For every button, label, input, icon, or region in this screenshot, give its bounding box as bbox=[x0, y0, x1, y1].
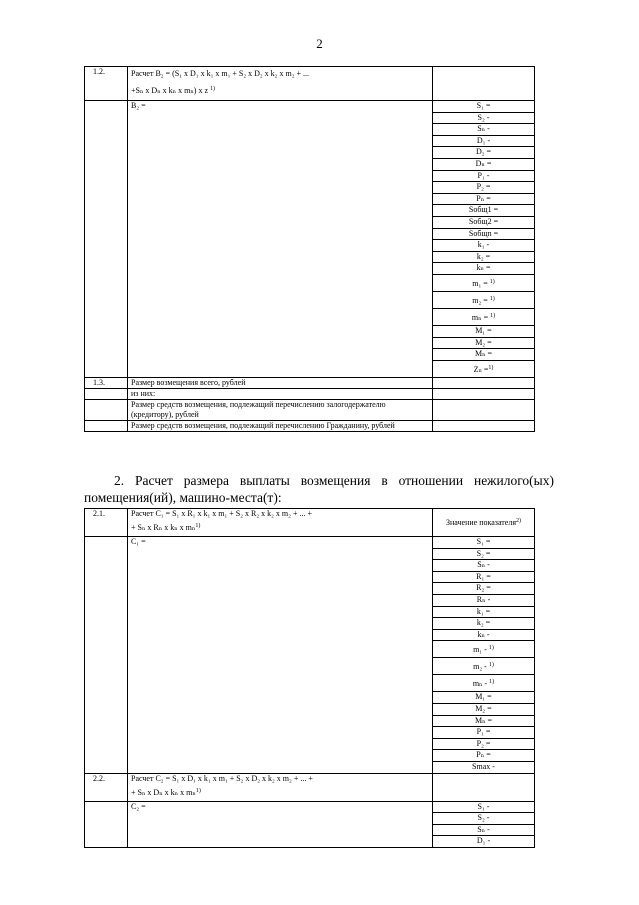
value-item: m₂ = $^{1)}$ bbox=[433, 291, 534, 308]
section-2-heading bbox=[84, 472, 554, 506]
formula-b2-line1: Расчет В₂ = (S₁ х D₁ х k₁ х m₁ + S₂ х D₂ х k₂ х m₂ + ... bbox=[131, 69, 309, 78]
row-number-2-2: 2.2. bbox=[85, 773, 128, 801]
value-item: Smax - bbox=[433, 761, 534, 773]
value-item: Mₙ = bbox=[433, 348, 534, 360]
of-which-label: из них: bbox=[128, 388, 433, 399]
value-item: S₁ = bbox=[476, 101, 491, 110]
formula-c1-line2: + Sₙ х Rₙ х kₙ х mₙ bbox=[131, 523, 196, 532]
value-item: P₁ = bbox=[433, 726, 534, 738]
row-number-1-2: 1.2. bbox=[85, 67, 128, 101]
value-item: Sₙ - bbox=[433, 559, 534, 571]
value-item: Sобщ2 = bbox=[433, 216, 534, 228]
result-b2: В₂ = bbox=[128, 101, 433, 378]
value-item: Sобщn = bbox=[433, 228, 534, 240]
value-item: k₂ = bbox=[433, 617, 534, 629]
value-item: P₂ = bbox=[433, 181, 534, 193]
formula-b2-line2: +Sₙ х Dₙ х kₙ х mₙ) х z bbox=[131, 86, 209, 95]
value-item: S₁ = bbox=[476, 537, 491, 546]
value-item: D₁ - bbox=[433, 835, 534, 847]
row-number-2-1: 2.1. bbox=[85, 509, 128, 537]
value-item: Dₙ = bbox=[433, 158, 534, 170]
value-item: S₂ = bbox=[433, 548, 534, 560]
value-item: Mₙ = bbox=[433, 715, 534, 727]
value-item: m₂ - $^{1)}$ bbox=[433, 657, 534, 674]
value-item: Sобщ1 = bbox=[433, 204, 534, 216]
value-item: S₂ - bbox=[433, 812, 534, 824]
value-item: S₂ - bbox=[433, 112, 534, 124]
result-c2: С₂ = bbox=[128, 801, 433, 847]
value-item: Pₙ = bbox=[433, 749, 534, 761]
value-item: S₁ - bbox=[477, 801, 490, 811]
formula-c2-line2: + Sₙ х Dₙ х kₙ х mₙ bbox=[131, 787, 196, 797]
value-item: Sₙ - bbox=[433, 123, 534, 135]
value-item: R₂ = bbox=[433, 582, 534, 594]
section-2-heading-line1: 2. Расчет размера выплаты возмещения в отношении нежилого(ых) bbox=[114, 473, 554, 488]
value-item: M₂ = bbox=[433, 703, 534, 715]
formula-c2-line1: Расчет С₂ = S₁ х D₁ х k₁ х m₁ + S₂ х D₂ х k₂ х m₂ + ... + bbox=[131, 773, 313, 783]
value-list-c2 bbox=[433, 801, 535, 847]
formula-b2 bbox=[128, 67, 433, 101]
value-item: k₁ = bbox=[433, 606, 534, 618]
value-item: kₙ = bbox=[433, 262, 534, 274]
table-section-2 bbox=[84, 508, 535, 848]
value-item: D₁ - bbox=[433, 135, 534, 147]
value-item: Sₙ - bbox=[433, 824, 534, 836]
row-number-1-3: 1.3. bbox=[85, 377, 128, 388]
value-cell-empty bbox=[433, 67, 535, 101]
value-item: mₙ - $^{1)}$ bbox=[433, 674, 534, 691]
value-list-c1 bbox=[433, 537, 535, 774]
formula-c1-line1: Расчет С₁ = S₁ х R₁ х k₁ х m₁ + S₂ х R₂ х k₂ х m₂ + ... + bbox=[131, 509, 312, 518]
value-list-b2 bbox=[433, 101, 535, 378]
value-item: k₁ - bbox=[433, 239, 534, 251]
value-column-header: Значение показателя$^{2)}$ bbox=[433, 509, 535, 537]
section-2-heading-line2: помещения(ий), машино-места(т): bbox=[84, 490, 282, 505]
citizen-amount-label: Размер средств возмещения, подлежащий перечислению Гражданину, рублей bbox=[128, 420, 433, 431]
formula-c1: Расчет С₁ = S₁ х R₁ х k₁ х m₁ + S₂ х R₂ х k₂ х m₂ + ... + + Sₙ х Rₙ х kₙ х mₙ$^{1)}$ bbox=[128, 509, 433, 537]
formula-c2: Расчет С₂ = S₁ х D₁ х k₁ х m₁ + S₂ х D₂ х k₂ х m₂ + ... + + Sₙ х Dₙ х kₙ х mₙ$^{1)}$ bbox=[128, 773, 433, 801]
value-item: M₂ = bbox=[433, 337, 534, 349]
value-item: k₂ = bbox=[433, 251, 534, 263]
value-item: Pₙ = bbox=[433, 193, 534, 205]
value-item: M₁ = bbox=[433, 691, 534, 703]
value-item: Rₙ - bbox=[433, 594, 534, 606]
table-section-1 bbox=[84, 66, 535, 432]
value-item: m₁ - $^{1)}$ bbox=[433, 640, 534, 657]
creditor-amount-label: Размер средств возмещения, подлежащий перечислению залогодержателю (кредитору), рублей bbox=[128, 399, 433, 420]
value-item: P₂ = bbox=[433, 738, 534, 750]
value-item: D₂ = bbox=[433, 146, 534, 158]
total-compensation-label: Размер возмещения всего, рублей bbox=[128, 377, 433, 388]
page-number: 2 bbox=[316, 36, 323, 51]
footnote-mark: 1) bbox=[210, 86, 216, 92]
value-item: m₁ = $^{1)}$ bbox=[433, 274, 534, 291]
value-item: M₁ = bbox=[433, 325, 534, 337]
result-c1: С₁ = bbox=[128, 537, 433, 774]
value-item: mₙ = $^{1)}$ bbox=[433, 308, 534, 325]
value-item: Zₙ =$^{1)}$ bbox=[433, 360, 534, 377]
value-item: kₙ - bbox=[433, 629, 534, 641]
value-item: P₁ - bbox=[433, 170, 534, 182]
value-item: R₁ = bbox=[433, 571, 534, 583]
